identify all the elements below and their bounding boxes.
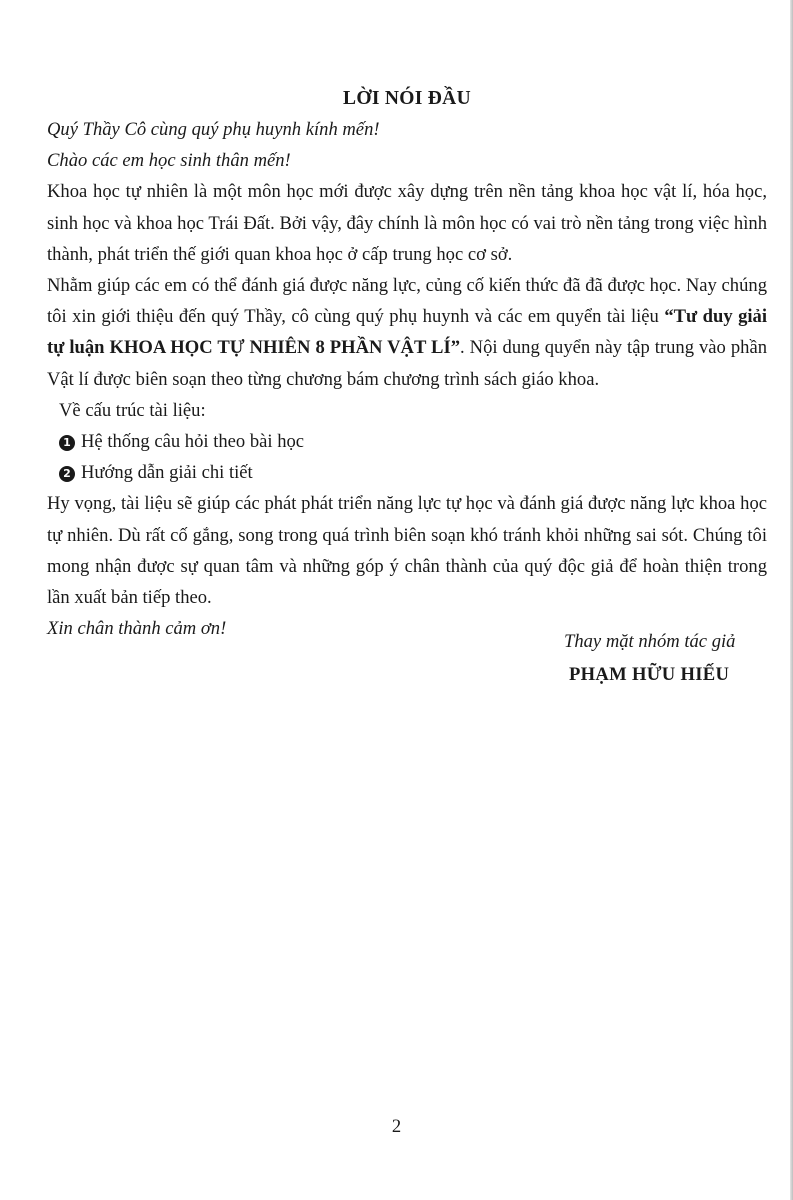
list-item bbox=[47, 457, 767, 488]
page-number: 2 bbox=[391, 1116, 402, 1137]
page-title: LỜI NÓI ĐẦU bbox=[343, 88, 471, 109]
signature-role: Thay mặt nhóm tác giả bbox=[564, 631, 736, 652]
closing-thanks: Xin chân thành cảm ơn! bbox=[47, 618, 227, 640]
preface-content bbox=[47, 84, 768, 685]
number-one-bullet-icon: 1 bbox=[59, 435, 75, 451]
paragraph-purpose-end: . Nội dung quyển này tập trung vào phần Vật lí được biên soạn theo từng chương bám chương trình sách giáo khoa. bbox=[47, 337, 768, 390]
book-title: “Tư duy giải tự luận KHOA HỌC TỰ NHIÊN 8 PHẦN VẬT LÍ” bbox=[47, 306, 768, 359]
paragraph-purpose bbox=[47, 270, 767, 395]
greeting-parents: Quý Thầy Cô cùng quý phụ huynh kính mến! bbox=[47, 119, 380, 140]
list-item-text: Hệ thống câu hỏi theo bài học bbox=[81, 431, 305, 453]
list-item-text: Hướng dẫn giải chi tiết bbox=[81, 462, 253, 484]
paragraph-intro: Khoa học tự nhiên là một môn học mới được xây dựng trên nền tảng khoa học vật lí, hóa học, sinh học và khoa học Trái Đất. Bởi vậy, đây chính là môn học có vai trò nền tảng trong việc hình thành, phát triển thế giới quan khoa học ở cấp trung học cơ sở. bbox=[47, 181, 767, 265]
greeting-students: Chào các em học sinh thân mến! bbox=[47, 150, 291, 172]
list-item bbox=[47, 426, 767, 457]
paragraph-purpose-start: Nhằm giúp các em có thể đánh giá được năng lực, củng cố kiến thức đã đã được học. Nay chúng tôi xin giới thiệu đến quý Thầy, cô cùng quý phụ huynh và các em quyển tài liệu bbox=[47, 275, 767, 328]
number-two-bullet-icon: 2 bbox=[59, 466, 75, 482]
paragraph-hope: Hy vọng, tài liệu sẽ giúp các phát phát triển năng lực tự học và đánh giá được năng lực khoa học tự nhiên. Dù rất cố gắng, song trong quá trình biên soạn khó tránh khỏi những sai sót. Chúng tôi mong nhận được sự quan tâm và những góp ý chân thành của quý độc giả để hoàn thiện trong lần xuất bản tiếp theo. bbox=[47, 493, 767, 609]
structure-heading: Về cấu trúc tài liệu: bbox=[59, 399, 206, 421]
signature-name: PHẠM HỮU HIẾU bbox=[569, 664, 730, 685]
